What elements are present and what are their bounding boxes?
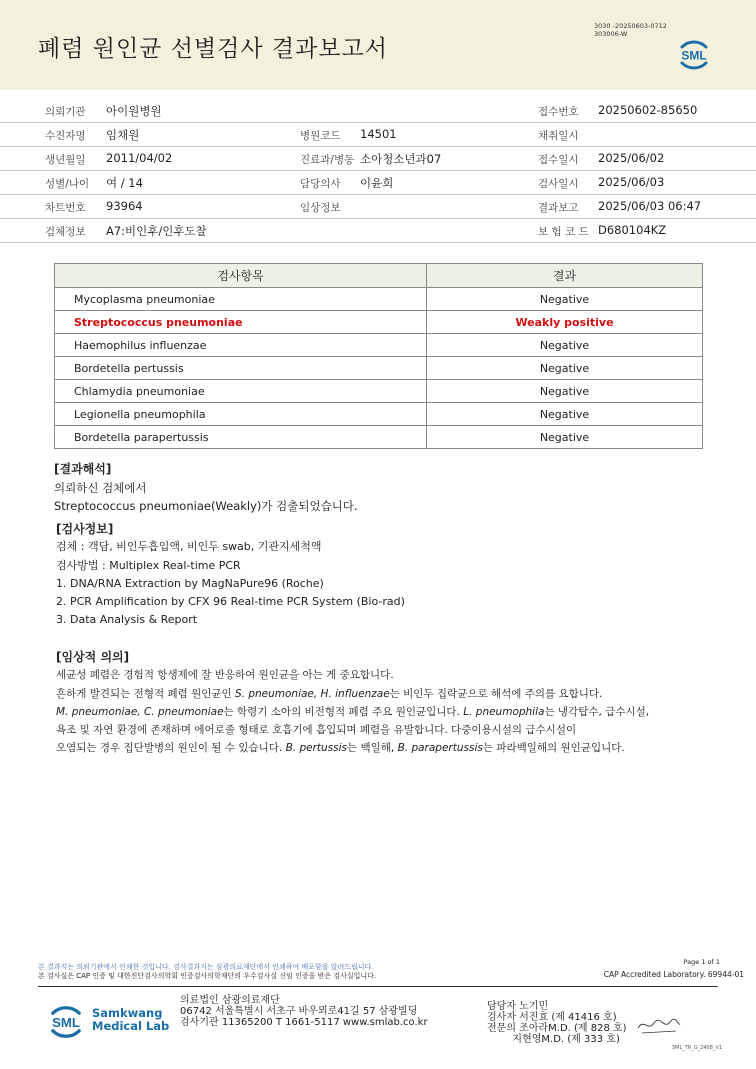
test-info-line: 1. DNA/RNA Extraction by MagNaPure96 (Roche) bbox=[56, 576, 324, 590]
cap-accreditation: CAP Accredited Laboratory. 69944-01 bbox=[603, 970, 744, 979]
clinical-line: 세균성 폐렴은 경험적 항생제에 잘 반응하여 원인균을 아는 게 중요합니다. bbox=[56, 669, 394, 682]
clinical-text: 는 냉각탑수, 급수시설, bbox=[544, 705, 650, 718]
info-label: 수진자명 bbox=[45, 130, 86, 142]
table-row bbox=[55, 380, 703, 403]
address-line: 06742 서울특별시 서초구 바우뫼로41길 57 삼광빌딩 bbox=[180, 1006, 418, 1017]
info-value: 2025/06/03 bbox=[598, 175, 665, 189]
results-table bbox=[54, 263, 703, 449]
info-label: 검체정보 bbox=[45, 226, 86, 238]
staff-line: 검사자 서진효 (제 41416 호) bbox=[487, 1012, 617, 1023]
org-address bbox=[180, 995, 428, 1028]
info-label: 의뢰기관 bbox=[45, 106, 86, 118]
page-number: Page 1 of 1 bbox=[683, 958, 720, 966]
clinical-line bbox=[56, 703, 649, 721]
org-name bbox=[92, 1007, 169, 1033]
clinical-text: 는 학령기 소아의 비전형적 폐렴 주요 원인균입니다. bbox=[223, 705, 464, 718]
clinical-section bbox=[56, 648, 649, 758]
info-value: 2011/04/02 bbox=[106, 151, 173, 165]
test-result: Negative bbox=[427, 334, 703, 357]
clinical-text: 는 비인두 집락균으로 해석에 주의를 요합니다. bbox=[389, 687, 603, 700]
test-result: Negative bbox=[427, 357, 703, 380]
clinical-text: 는 백일해, bbox=[346, 742, 398, 755]
test-name: Bordetella pertussis bbox=[55, 357, 427, 380]
test-result: Negative bbox=[427, 380, 703, 403]
test-info-line: 2. PCR Amplification by CFX 96 Real-time PCR System (Bio-rad) bbox=[56, 595, 405, 609]
test-name: Legionella pneumophila bbox=[55, 403, 427, 426]
table-row bbox=[55, 403, 703, 426]
table-row bbox=[55, 288, 703, 311]
info-label: 진료과/병동 bbox=[300, 154, 355, 166]
clinical-species: B. parapertussis bbox=[397, 742, 483, 755]
clinical-species: M. pneumoniae, C. pneumoniae bbox=[56, 705, 224, 718]
column-header-item: 검사항목 bbox=[55, 264, 427, 288]
interpretation-line: 의뢰하신 검체에서 bbox=[54, 480, 147, 495]
test-info-section bbox=[56, 520, 405, 630]
test-result: Weakly positive bbox=[427, 311, 703, 334]
info-label: 결과보고 bbox=[538, 202, 579, 214]
staff-list bbox=[487, 1001, 627, 1045]
info-value: 임채원 bbox=[106, 128, 140, 142]
info-label: 접수번호 bbox=[538, 106, 579, 118]
test-name: Mycoplasma pneumoniae bbox=[55, 288, 427, 311]
clinical-text: 오염되는 경우 집단발병의 원인이 될 수 있습니다. bbox=[56, 742, 286, 755]
info-row bbox=[0, 218, 756, 243]
sml-logo-icon bbox=[674, 35, 714, 75]
footer-divider bbox=[38, 986, 718, 987]
info-label: 병원코드 bbox=[300, 130, 341, 142]
report-code-line: 303006-W bbox=[594, 30, 628, 38]
info-label: 검사일시 bbox=[538, 178, 579, 190]
test-name: Bordetella parapertussis bbox=[55, 426, 427, 449]
address-line: 검사기관 11365200 T 1661-5117 www.smlab.co.kr bbox=[180, 1017, 428, 1028]
clinical-species: L. pneumophila bbox=[463, 705, 545, 718]
info-value: 93964 bbox=[106, 199, 143, 213]
org-name-line: Samkwang bbox=[92, 1006, 163, 1020]
info-label: 성별/나이 bbox=[45, 178, 90, 190]
test-name: Haemophilus influenzae bbox=[55, 334, 427, 357]
report-code-line: 3030 -20250603-0712 bbox=[594, 22, 667, 30]
info-value: 여 / 14 bbox=[106, 176, 143, 190]
info-row bbox=[0, 122, 756, 147]
info-label: 임상정보 bbox=[300, 202, 341, 214]
interpretation-heading: [결과해석] bbox=[54, 462, 112, 476]
staff-line: 전문의 조아라M.D. (제 828 호) bbox=[487, 1023, 627, 1034]
info-value: 아이원병원 bbox=[106, 104, 162, 118]
footer-note-print: 본 결과지는 의뢰기관에서 인쇄한 것입니다. 검사결과지는 삼광의료재단에서 인쇄하여 배포함을 알려드립니다. bbox=[38, 963, 374, 971]
info-value: 2025/06/03 06:47 bbox=[598, 199, 702, 213]
sml-logo-icon bbox=[44, 1000, 88, 1044]
report-title: 폐렴 원인균 선별검사 결과보고서 bbox=[38, 36, 388, 62]
report-code bbox=[594, 22, 667, 38]
info-value: 20250602-85650 bbox=[598, 103, 698, 117]
interpretation-section bbox=[54, 460, 358, 516]
test-info-line: 3. Data Analysis & Report bbox=[56, 613, 198, 627]
info-label: 담당의사 bbox=[300, 178, 341, 190]
test-result: Negative bbox=[427, 288, 703, 311]
test-name: Chlamydia pneumoniae bbox=[55, 380, 427, 403]
column-header-result: 결과 bbox=[427, 264, 703, 288]
staff-line: 담당자 노기민 bbox=[487, 1001, 549, 1012]
info-value: D680104KZ bbox=[598, 223, 667, 237]
test-result: Negative bbox=[427, 403, 703, 426]
info-value: 이윤희 bbox=[360, 176, 394, 190]
signature-icon bbox=[636, 1014, 682, 1038]
form-code: SML_TR_G_2408_V1 bbox=[672, 1045, 723, 1051]
table-row bbox=[55, 357, 703, 380]
interpretation-line: Streptococcus pneumoniae(Weakly)가 검출되었습니다. bbox=[54, 499, 358, 513]
info-label: 보 험 코 드 bbox=[538, 226, 589, 238]
table-row bbox=[55, 426, 703, 449]
info-row bbox=[0, 146, 756, 171]
info-row bbox=[0, 98, 756, 123]
info-value: 14501 bbox=[360, 127, 397, 141]
test-info-heading: [검사정보] bbox=[56, 522, 114, 536]
clinical-line bbox=[56, 685, 649, 703]
info-row bbox=[0, 170, 756, 195]
clinical-heading: [임상적 의의] bbox=[56, 650, 130, 664]
staff-line: 지현영M.D. (제 333 호) bbox=[487, 1034, 620, 1045]
logo-text: SML bbox=[52, 1014, 80, 1030]
clinical-species: S. pneumoniae, H. influenzae bbox=[234, 687, 390, 700]
test-info-line: 검사방법 : Multiplex Real-time PCR bbox=[56, 558, 241, 572]
info-label: 생년월일 bbox=[45, 154, 86, 166]
clinical-line: 욕조 및 자연 환경에 존재하며 에어로졸 형태로 호흡기에 흡입되며 폐렴을 유발합니다. 다중이용시설의 급수시설이 bbox=[56, 724, 577, 737]
report-header bbox=[0, 0, 756, 90]
info-label: 접수일시 bbox=[538, 154, 579, 166]
test-name: Streptococcus pneumoniae bbox=[55, 311, 427, 334]
info-label: 채취일시 bbox=[538, 130, 579, 142]
test-info-line: 검체 : 객담, 비인두흡입액, 비인두 swab, 기관지세척액 bbox=[56, 540, 322, 554]
clinical-text: 는 파라백일해의 원인균입니다. bbox=[482, 742, 625, 755]
logo-text: SML bbox=[681, 48, 707, 63]
clinical-line bbox=[56, 739, 649, 757]
footer-note-cap: 본 검사실은 CAP 인증 및 대한진단검사의학회 인증검사의학재단의 우수검사실 신임 인증을 받은 검사실입니다. bbox=[38, 972, 377, 980]
org-name-line: Medical Lab bbox=[92, 1019, 170, 1033]
results-header-row bbox=[55, 264, 703, 288]
table-row bbox=[55, 334, 703, 357]
test-result: Negative bbox=[427, 426, 703, 449]
table-row-positive bbox=[55, 311, 703, 334]
info-label: 차트번호 bbox=[45, 202, 86, 214]
info-value: A7:비인후/인후도찰 bbox=[106, 224, 207, 238]
info-row bbox=[0, 194, 756, 219]
clinical-species: B. pertussis bbox=[285, 742, 347, 755]
address-line: 의료법인 삼광의료재단 bbox=[180, 995, 280, 1006]
info-value: 2025/06/02 bbox=[598, 151, 665, 165]
info-value: 소아청소년과07 bbox=[360, 152, 442, 166]
clinical-text: 흔하게 발견되는 전형적 폐렴 원인균인 bbox=[56, 687, 235, 700]
